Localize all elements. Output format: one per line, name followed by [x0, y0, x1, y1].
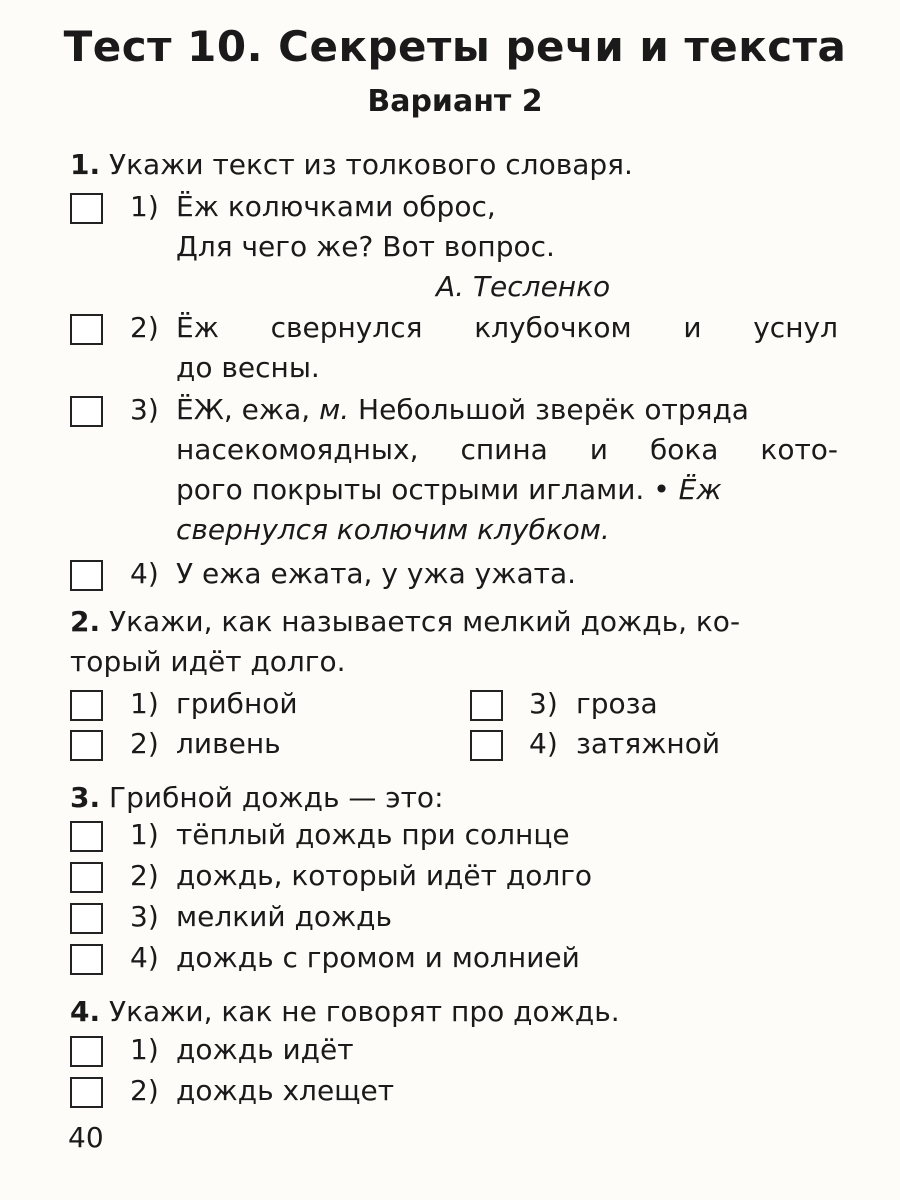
dictionary-definition-start: Небольшой зверёк отряда — [358, 393, 749, 426]
q2-option-2-number: 2) — [130, 727, 159, 760]
q2-option-3-checkbox[interactable] — [470, 690, 503, 721]
dictionary-example-start: Ёж — [678, 473, 722, 506]
question-1 — [70, 145, 633, 185]
question-1-text: Укажи текст из толкового словаря. — [109, 148, 633, 181]
q1-option-1-author: А. Тесленко — [436, 270, 611, 303]
q4-option-1-checkbox[interactable] — [70, 1036, 103, 1067]
word: бока — [649, 433, 719, 466]
q1-option-3-line-3 — [176, 470, 722, 510]
question-4 — [70, 992, 620, 1032]
word: клубочком — [474, 311, 632, 344]
q2-option-4-number: 4) — [529, 727, 558, 760]
q3-option-3-text: мелкий дождь — [176, 900, 393, 933]
q3-option-2-text: дождь, который идёт долго — [176, 859, 593, 892]
q3-option-4-checkbox[interactable] — [70, 944, 103, 975]
q1-option-1-number: 1) — [130, 190, 159, 223]
q1-option-2-checkbox[interactable] — [70, 314, 103, 345]
question-2-line-2: торый идёт долго. — [70, 645, 346, 678]
page-number: 40 — [68, 1121, 104, 1154]
q2-option-4-checkbox[interactable] — [470, 730, 503, 761]
q1-option-2-line-1 — [176, 308, 838, 348]
question-3-number: 3. — [70, 781, 101, 814]
q3-option-1-checkbox[interactable] — [70, 821, 103, 852]
dictionary-form: ежа, — [241, 393, 311, 426]
q2-option-2-text: ливень — [176, 727, 281, 760]
question-2-line-1 — [70, 602, 740, 642]
dictionary-headword: ЁЖ, — [176, 393, 233, 426]
q1-option-1-line-2: Для чего же? Вот вопрос. — [176, 230, 555, 263]
q1-option-4-text: У ежа ежата, у ужа ужата. — [176, 557, 576, 590]
q2-option-2-checkbox[interactable] — [70, 730, 103, 761]
word: и — [683, 311, 702, 344]
q2-option-1-number: 1) — [130, 687, 159, 720]
q1-option-3-number: 3) — [130, 393, 159, 426]
question-4-number: 4. — [70, 995, 101, 1028]
q1-option-2-number: 2) — [130, 311, 159, 344]
q4-option-2-checkbox[interactable] — [70, 1077, 103, 1108]
q3-option-2-number: 2) — [130, 859, 159, 892]
word: уснул — [753, 311, 838, 344]
question-1-number: 1. — [70, 148, 101, 181]
test-title: Тест 10. Секреты речи и текста — [63, 22, 847, 71]
q1-option-1-checkbox[interactable] — [70, 193, 103, 224]
q2-option-1-checkbox[interactable] — [70, 690, 103, 721]
q1-option-3-checkbox[interactable] — [70, 396, 103, 427]
q3-option-4-number: 4) — [130, 941, 159, 974]
q1-option-4-number: 4) — [130, 557, 159, 590]
q1-option-3-line-1 — [176, 390, 749, 430]
q3-option-1-text: тёплый дождь при солнце — [176, 818, 570, 851]
q3-option-3-number: 3) — [130, 900, 159, 933]
q4-option-1-number: 1) — [130, 1033, 159, 1066]
q1-option-1-line-1: Ёж колючками оброс, — [176, 190, 496, 223]
q1-option-3-line-4: свернулся колючим клубком. — [176, 513, 610, 546]
q3-option-1-number: 1) — [130, 818, 159, 851]
q4-option-1-text: дождь идёт — [176, 1033, 354, 1066]
q2-option-3-text: гроза — [576, 687, 658, 720]
variant-label: Вариант 2 — [367, 84, 543, 119]
question-4-text: Укажи, как не говорят про дождь. — [109, 995, 620, 1028]
q2-option-3-number: 3) — [529, 687, 558, 720]
question-2-number: 2. — [70, 605, 101, 638]
q1-option-3-line-2 — [176, 430, 838, 470]
question-3 — [70, 778, 444, 818]
q1-option-4-checkbox[interactable] — [70, 560, 103, 591]
q3-option-4-text: дождь с громом и молнией — [176, 941, 580, 974]
q3-option-3-checkbox[interactable] — [70, 903, 103, 934]
bullet-icon: • — [653, 473, 670, 506]
question-3-text: Грибной дождь — это: — [109, 781, 444, 814]
word: насекомоядных, — [176, 433, 419, 466]
q4-option-2-number: 2) — [130, 1074, 159, 1107]
q1-option-2-line-2: до весны. — [176, 351, 320, 384]
q3-option-2-checkbox[interactable] — [70, 862, 103, 893]
q2-option-1-text: грибной — [176, 687, 298, 720]
word: Ёж — [176, 311, 219, 344]
q2-option-4-text: затяжной — [576, 727, 721, 760]
word: свернулся — [270, 311, 423, 344]
word: и — [589, 433, 608, 466]
q4-option-2-text: дождь хлещет — [176, 1074, 395, 1107]
question-2-text-1: Укажи, как называется мелкий дождь, ко- — [109, 605, 741, 638]
dictionary-definition-end: рого покрыты острыми иглами. — [176, 473, 645, 506]
word: спина — [460, 433, 548, 466]
dictionary-gender: м. — [319, 393, 350, 426]
word: кото- — [760, 433, 838, 466]
